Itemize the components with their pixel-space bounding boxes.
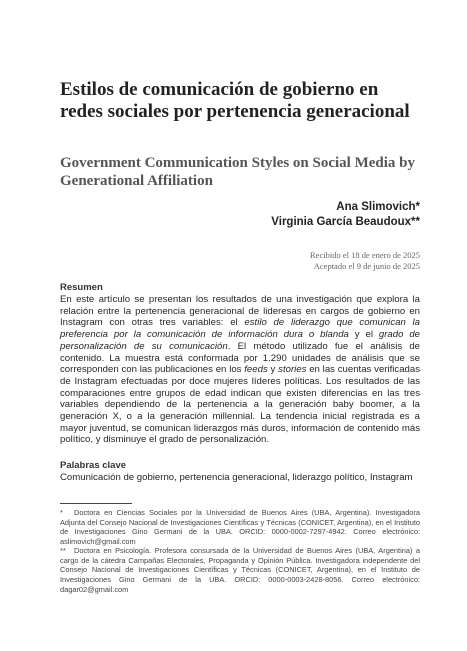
footnote-item [60, 508, 420, 547]
footnote-text: Doctora en Psicología. Profesora consursada de la Universidad de Buenos Aires (UBA, Argentina) a cargo de la cátedra Campañas Electorales, Propaganda y Opinión Pública. Investigadora independente del Consejo Nacional de Investigaciones Científicas y Técnicas (CONICET, Argentina), en el Instituto de Investigaciones Gino Germani de la UBA. ORCID: 0000-0003-2428-8056. Correo electrónico: dagar02@gmail.com [60, 546, 420, 594]
abstract-segment: . El método utilizado fue el análisis de contenido. La muestra está conformada por 1.290 unidades de análisis que se corresponden con las publicaciones en los [60, 340, 420, 376]
footnote-item [60, 546, 420, 595]
article-title-spanish: Estilos de comunicación de gobierno en redes sociales por pertenencia generacional [60, 79, 410, 122]
keywords-text: Comunicación de gobierno, pertenencia generacional, liderazgo político, Instagram [60, 472, 413, 483]
author-name: Ana Slimovich* [336, 201, 420, 213]
author-list [271, 200, 420, 230]
article-title-english: Government Communication Styles on Social Media by Generational Affiliation [60, 155, 415, 189]
author-name: Virginia García Beaudoux** [271, 216, 420, 228]
footnote-marker: ** [60, 546, 66, 555]
keywords-heading: Palabras clave [60, 460, 127, 471]
received-date: Recibido el 18 de enero de 2025 [310, 250, 420, 260]
abstract-italic-segment: stories [278, 364, 307, 376]
abstract-segment: y [267, 364, 279, 376]
abstract-segment: en las cuentas verificadas de Instagram efectuadas por doce mujeres líderes políticas. Los resultados de las comparaciones entre grupos de edad indican que existen diferencias en las tres variables dependiendo de la pertenencia a la generación baby boomer, a la generación X, o a la generación millennial. La tendencia inicial registrada es a mayor juventud, se comunican liderazgos más duros, información de contenido más político, y disminuye el grado de personalización. [60, 364, 421, 446]
abstract-segment: En este artículo se presentan los resultados de una investigación que explora la relación entre la pertenencia generacional de lideresas en cargos de gobierno en Instagram con otras tres variables: el [60, 294, 420, 329]
abstract-text [60, 294, 420, 446]
abstract-segment: y el [348, 329, 379, 341]
footnote-text: Doctora en Ciencias Sociales por la Universidad de Buenos Aires (UBA, Argentina). Investigadora Adjunta del Consejo Nacional de Investigaciones Científicas y Técnicas (CONICET, Argentina), en el Instituto de Investigaciones Gino Germani de la UBA. ORCID: 0000-0002-7297-4942. Correo electrónico: aslimovich@gmail.com [60, 508, 420, 547]
abstract-italic-segment: estilo de liderazgo que comunican la preferencia por la comunicación de información dura o blanda [60, 317, 420, 341]
submission-dates [310, 250, 420, 272]
abstract-heading: Resumen [60, 282, 103, 293]
footnote-marker: * [60, 508, 63, 517]
abstract-italic-segment: grado de personalización de su comunicación [60, 329, 421, 352]
footnote-divider [60, 503, 132, 504]
accepted-date: Aceptado el 9 de junio de 2025 [313, 261, 420, 271]
abstract-italic-segment: feeds [244, 364, 268, 376]
